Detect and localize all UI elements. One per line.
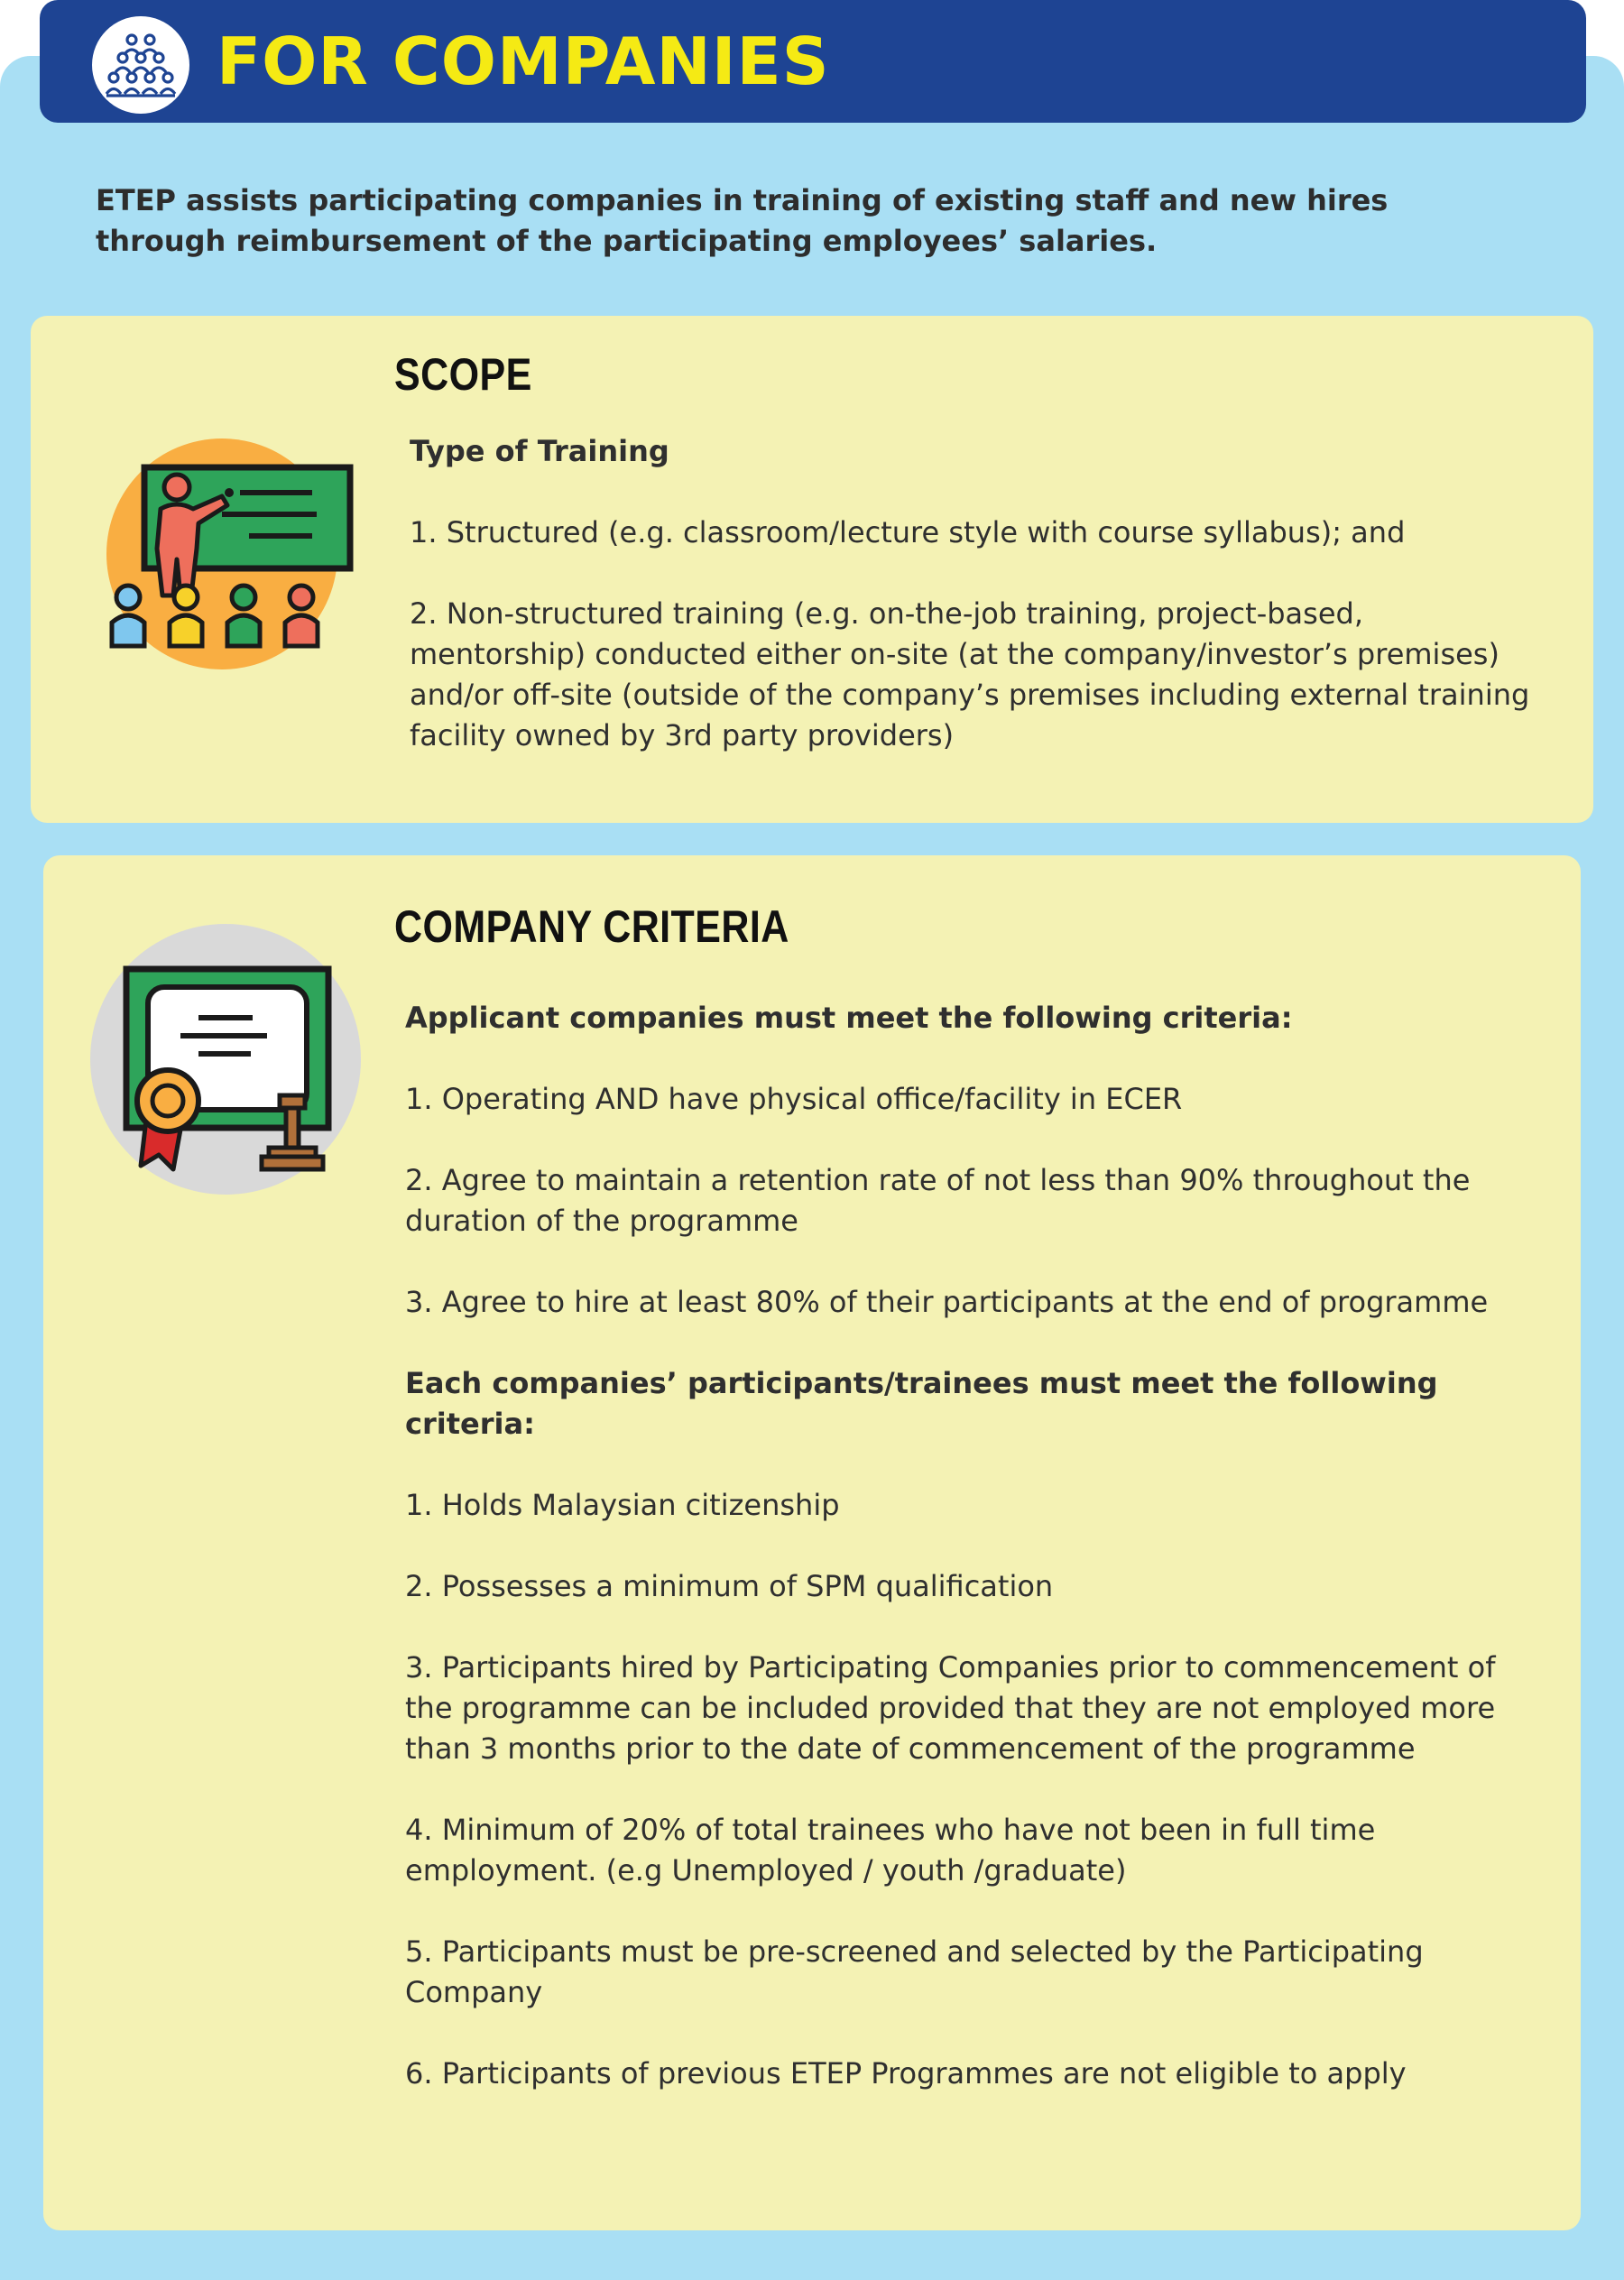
group-people-icon [92,16,189,114]
page-title: FOR COMPANIES [217,23,830,99]
scope-heading: SCOPE [394,349,532,400]
list-item: 1. Structured (e.g. classroom/lecture style with course syllabus); and [410,515,1406,549]
list-item: 2. Agree to maintain a retention rate of not less than 90% throughout the duration of the programme [405,1163,1471,1238]
list-item: 4. Minimum of 20% of total trainees who have not been in full time employment. (e.g Unemployed / youth /graduate) [405,1813,1376,1888]
criteria-body [405,998,1551,2094]
criteria-heading: COMPANY CRITERIA [394,901,789,952]
list-item: 1. Operating AND have physical office/facility in ECER [405,1082,1183,1116]
list-item: 5. Participants must be pre-screened and selected by the Participating Company [405,1934,1424,2009]
intro-text: ETEP assists participating companies in training of existing staff and new hires through reimbursement of the participating employees’ salaries. [96,183,1389,258]
scope-subheading: Type of Training [410,434,669,468]
list-item: 1. Holds Malaysian citizenship [405,1488,840,1522]
list-item: 6. Participants of previous ETEP Programmes are not eligible to apply [405,2056,1407,2091]
participant-criteria-subheading: Each companies’ participants/trainees must meet the following criteria: [405,1366,1438,1441]
criteria-card [43,855,1581,2230]
list-item: 3. Agree to hire at least 80% of their participants at the end of programme [405,1285,1489,1319]
scope-body [410,431,1546,756]
company-criteria-subheading: Applicant companies must meet the following criteria: [405,1001,1293,1035]
list-item: 3. Participants hired by Participating Companies prior to commencement of the programme can be included provided that they are not employed more than 3 months prior to the date of commencement of the programme [405,1650,1496,1766]
classroom-teacher-icon [87,433,357,673]
list-item: 2. Possesses a minimum of SPM qualification [405,1569,1054,1603]
header-bar [40,0,1586,123]
list-item: 2. Non-structured training (e.g. on-the-job training, project-based, mentorship) conducted either on-site (at the company/investor’s premises) and/or off-site (outside of the company’s premises including external training facility owned by 3rd party providers) [410,596,1530,752]
scope-card [31,316,1593,823]
certificate-award-icon [90,924,361,1198]
